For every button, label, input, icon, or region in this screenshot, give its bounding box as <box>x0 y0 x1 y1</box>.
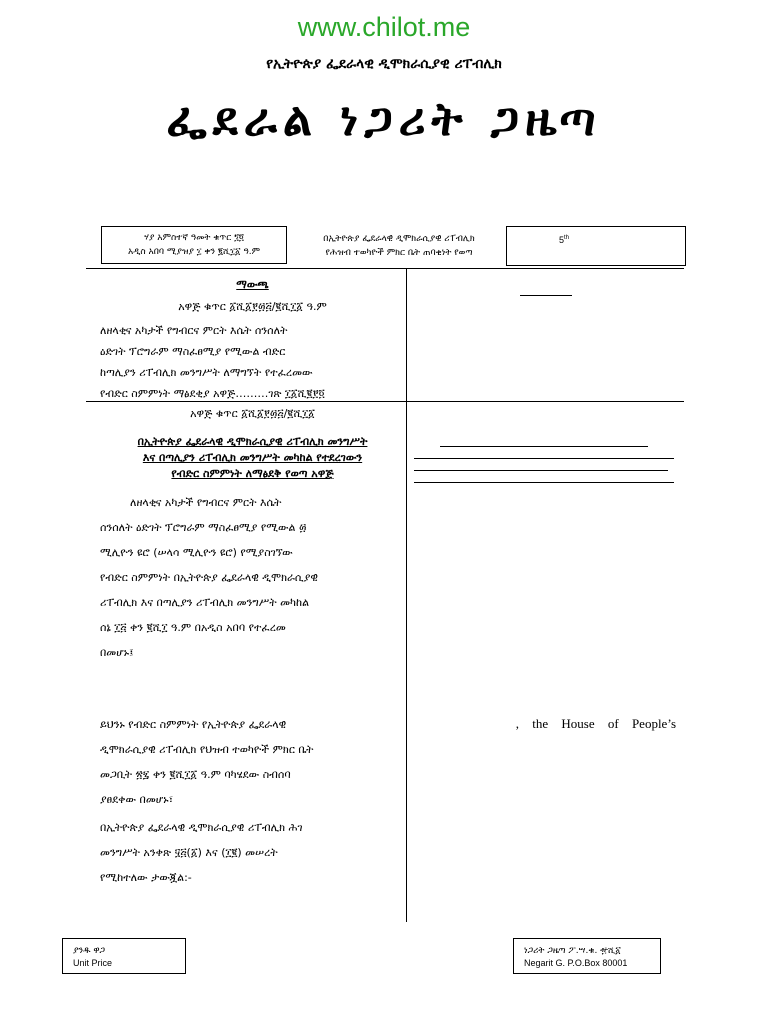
issue-number: ሃያ አምስተኛ ዓመት ቁጥር ፺፬ <box>144 233 244 243</box>
paragraph-line: ሚሊዮን ዩሮ (ሠላሳ ሚሊዮን ዩሮ) የሚያስገኘው <box>100 546 293 559</box>
publisher-line-1: በኢትዮጵያ ፌደራላዊ ዲሞክራሲያዊ ሪፐብሊክ <box>323 234 475 244</box>
contents-line: ከጣሊያን ሪፐብሊክ መንግሥት ለማግኘት የተፈረመው <box>100 366 313 379</box>
contents-proclamation-number: አዋጅ ቁጥር ፩ሺ፩፻፴፭/፪ሺ፲፩ ዓ.ም <box>178 300 327 313</box>
issue-box-right <box>506 226 686 266</box>
english-title-line <box>414 482 674 483</box>
paragraph-line: በመሆኑ፤ <box>100 646 134 659</box>
contents-line: የብድር ስምምነት ማፅደቂያ አዋጅ………ገጽ ፲፩ሺ፪፻፬ <box>100 387 325 400</box>
english-paragraph-fragment <box>414 716 676 732</box>
proclamation-title-line: እና በጣሊያን ሪፐብሊክ መንግሥት መካከል የተደረገውን <box>142 451 363 464</box>
issue-date: አዲስ አበባ ሚያዝያ ፲ ቀን ፪ሺ፲፩ ዓ.ም <box>127 247 261 257</box>
paragraph-line: በኢትዮጵያ ፌደራላዊ ዲሞክራሲያዊ ሪፐብሊክ ሕገ <box>100 821 303 834</box>
publisher-line-2: የሕዝብ ተወካዮች ምክር ቤት ጠባቂነት የወጣ <box>325 248 473 258</box>
enactment-paragraph <box>100 815 405 890</box>
paragraph-line: ሰኔ ፲፭ ቀን ፪ሺ፲ ዓ.ም በአዲስ አበባ የተፈረመ <box>100 621 286 634</box>
english-title-line <box>440 446 648 447</box>
po-box-info <box>513 938 661 974</box>
proclamation-number: አዋጅ ቁጥር ፩ሺ፩፻፴፭/፪ሺ፲፩ <box>190 407 315 420</box>
unit-price-amharic: ያንዱ ዋጋ <box>73 946 106 956</box>
issue-info-box <box>101 226 287 264</box>
paragraph-line: የሚከተለው ታውጇል:- <box>100 871 192 884</box>
paragraph-line: መንግሥት አንቀጽ ፶፭(፩) እና (፲፪) መሠረት <box>100 846 278 859</box>
paragraph-line: ይህንኑ የብድር ስምምነት የኢትዮጵያ ፌደራላዊ <box>100 718 287 731</box>
watermark-url[interactable]: www.chilot.me <box>297 12 471 42</box>
header-rule <box>86 268 684 269</box>
contents-line: ዕድገት ፕሮግራም ማስፈፀሚያ የሚውል ብድር <box>100 345 286 358</box>
paragraph-line: ዲሞክራሲያዊ ሪፐብሊክ የህዝብ ተወካዮች ምክር ቤት <box>100 743 314 756</box>
contents-line: ለዘላቂና አካታች የግብርና ምርት እሴት ሰንሰለት <box>100 324 288 337</box>
republic-title: የኢትዮጵያ ፌደራላዊ ዲሞክራሲያዊ ሪፐብሊክ <box>266 56 502 72</box>
paragraph-line: ሪፐብሊክ እና በጣሊያን ሪፐብሊክ መንግሥት መካከል <box>100 596 310 609</box>
po-box-amharic: ነጋሪት ጋዜጣ ፖ.ሣ.ቁ. ፹ሺ፩ <box>524 946 621 956</box>
paragraph-line: መጋቢት ፳፯ ቀን ፪ሺ፲፩ ዓ.ም ባካሄደው ስብሰባ <box>100 768 291 781</box>
po-box-english: Negarit G. P.O.Box 80001 <box>524 958 628 968</box>
gazette-title: ፌደራል ነጋሪት ጋዜጣ <box>166 92 602 146</box>
issue-edition: 5th <box>559 235 570 245</box>
paragraph-line: ያፀደቀው በመሆኑ፣ <box>100 793 174 806</box>
paragraph-line: ሰንሰለት ዕድገት ፕሮግራም ማስፈፀሚያ የሚውል ፴ <box>100 521 307 534</box>
unit-price-english: Unit Price <box>73 958 113 968</box>
preamble-paragraph-2 <box>100 712 405 812</box>
column-divider <box>406 268 407 922</box>
preamble-paragraph-1 <box>100 490 405 665</box>
contents-section <box>100 278 405 404</box>
proclamation-title <box>100 434 405 482</box>
unit-price-box <box>62 938 186 974</box>
english-contents-heading-line <box>520 295 572 296</box>
english-fragment-text: , the House of People’s <box>515 716 676 731</box>
proclamation-title-line: በኢትዮጵያ ፌደራላዊ ዲሞክራሲያዊ ሪፐብሊክ መንግሥት <box>137 435 368 448</box>
english-title-line <box>414 458 674 459</box>
proclamation-title-line: የብድር ስምምነት ለማፅደቅ የወጣ አዋጅ <box>171 467 334 480</box>
publisher-info <box>292 232 506 260</box>
edition-number: 5 <box>559 235 565 245</box>
english-title-line <box>414 470 668 471</box>
paragraph-line: የብድር ስምምነት በኢትዮጵያ ፌደራላዊ ዲሞክራሲያዊ <box>100 571 318 584</box>
paragraph-line: ለዘላቂና አካታች የግብርና ምርት እሴት <box>130 496 282 509</box>
contents-heading: ማውጫ <box>236 278 269 291</box>
